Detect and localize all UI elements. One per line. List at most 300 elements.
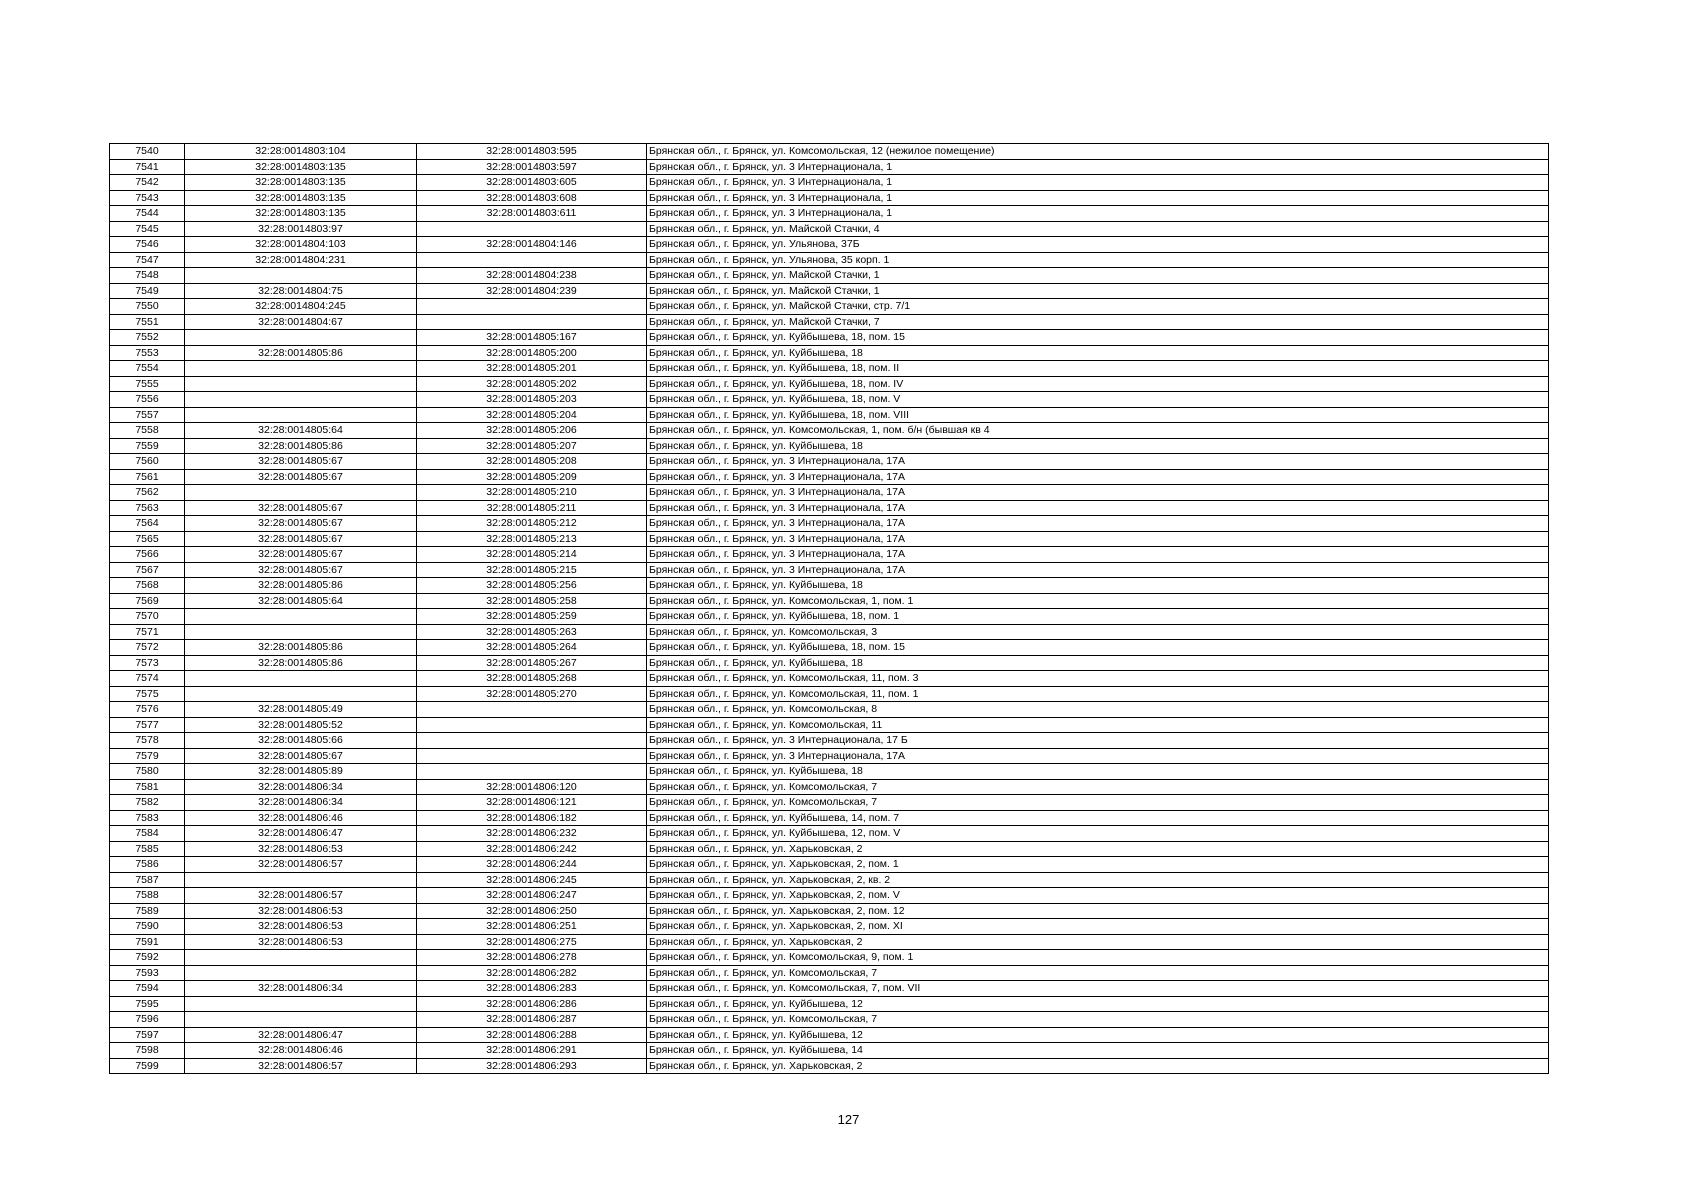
cadastral-number-cell — [417, 733, 647, 749]
address-cell: Брянская обл., г. Брянск, ул. Куйбышева, 12 — [647, 996, 1549, 1012]
cadastral-number-cell: 32:28:0014803:597 — [417, 159, 647, 175]
row-number-cell: 7577 — [110, 717, 185, 733]
address-cell: Брянская обл., г. Брянск, ул. 3 Интернационала, 17А — [647, 562, 1549, 578]
address-cell: Брянская обл., г. Брянск, ул. 3 Интернационала, 17А — [647, 485, 1549, 501]
cadastral-number-cell: 32:28:0014806:247 — [417, 888, 647, 904]
parent-cadastral-number-cell — [185, 624, 417, 640]
cadastral-number-cell: 32:28:0014806:287 — [417, 1012, 647, 1028]
row-number-cell: 7568 — [110, 578, 185, 594]
row-number-cell: 7559 — [110, 438, 185, 454]
table-row — [110, 686, 1549, 702]
row-number-cell: 7549 — [110, 283, 185, 299]
table-row — [110, 144, 1549, 160]
cadastral-number-cell — [417, 314, 647, 330]
parent-cadastral-number-cell — [185, 376, 417, 392]
parent-cadastral-number-cell: 32:28:0014803:97 — [185, 221, 417, 237]
cadastral-number-cell: 32:28:0014805:209 — [417, 469, 647, 485]
table-row — [110, 485, 1549, 501]
cadastral-number-cell — [417, 717, 647, 733]
address-cell: Брянская обл., г. Брянск, ул. Комсомольская, 7 — [647, 779, 1549, 795]
cadastral-number-cell: 32:28:0014806:283 — [417, 981, 647, 997]
address-cell: Брянская обл., г. Брянск, ул. Куйбышева, 14 — [647, 1043, 1549, 1059]
parent-cadastral-number-cell: 32:28:0014804:103 — [185, 237, 417, 253]
parent-cadastral-number-cell: 32:28:0014805:89 — [185, 764, 417, 780]
row-number-cell: 7595 — [110, 996, 185, 1012]
address-cell: Брянская обл., г. Брянск, ул. Куйбышева, 18, пом. 15 — [647, 640, 1549, 656]
row-number-cell: 7571 — [110, 624, 185, 640]
parent-cadastral-number-cell — [185, 965, 417, 981]
address-cell: Брянская обл., г. Брянск, ул. Харьковская, 2, пом. 12 — [647, 903, 1549, 919]
row-number-cell: 7541 — [110, 159, 185, 175]
row-number-cell: 7552 — [110, 330, 185, 346]
cadastral-number-cell: 32:28:0014806:242 — [417, 841, 647, 857]
table-row — [110, 283, 1549, 299]
address-cell: Брянская обл., г. Брянск, ул. Куйбышева, 18, пом. V — [647, 392, 1549, 408]
cadastral-number-cell: 32:28:0014805:200 — [417, 345, 647, 361]
parent-cadastral-number-cell: 32:28:0014805:67 — [185, 748, 417, 764]
row-number-cell: 7578 — [110, 733, 185, 749]
table-row — [110, 175, 1549, 191]
cadastral-number-cell: 32:28:0014805:202 — [417, 376, 647, 392]
address-cell: Брянская обл., г. Брянск, ул. Куйбышева, 18 — [647, 578, 1549, 594]
row-number-cell: 7540 — [110, 144, 185, 160]
table-row — [110, 159, 1549, 175]
row-number-cell: 7551 — [110, 314, 185, 330]
parent-cadastral-number-cell: 32:28:0014803:135 — [185, 159, 417, 175]
parent-cadastral-number-cell: 32:28:0014805:86 — [185, 640, 417, 656]
cadastral-number-cell: 32:28:0014805:258 — [417, 593, 647, 609]
row-number-cell: 7584 — [110, 826, 185, 842]
row-number-cell: 7583 — [110, 810, 185, 826]
address-cell: Брянская обл., г. Брянск, ул. Ульянова, 35 корп. 1 — [647, 252, 1549, 268]
cadastral-number-cell: 32:28:0014805:263 — [417, 624, 647, 640]
row-number-cell: 7597 — [110, 1027, 185, 1043]
table-row — [110, 392, 1549, 408]
cadastral-number-cell — [417, 702, 647, 718]
table-row — [110, 252, 1549, 268]
address-cell: Брянская обл., г. Брянск, ул. Харьковская, 2 — [647, 934, 1549, 950]
table-row — [110, 314, 1549, 330]
row-number-cell: 7566 — [110, 547, 185, 563]
address-cell: Брянская обл., г. Брянск, ул. Комсомольская, 8 — [647, 702, 1549, 718]
parent-cadastral-number-cell: 32:28:0014806:34 — [185, 779, 417, 795]
row-number-cell: 7599 — [110, 1058, 185, 1074]
cadastral-number-cell: 32:28:0014806:245 — [417, 872, 647, 888]
table-row — [110, 268, 1549, 284]
parent-cadastral-number-cell: 32:28:0014806:57 — [185, 1058, 417, 1074]
parent-cadastral-number-cell: 32:28:0014806:34 — [185, 795, 417, 811]
cadastral-number-cell: 32:28:0014805:204 — [417, 407, 647, 423]
parent-cadastral-number-cell: 32:28:0014805:86 — [185, 438, 417, 454]
table-row — [110, 500, 1549, 516]
table-row — [110, 934, 1549, 950]
row-number-cell: 7598 — [110, 1043, 185, 1059]
parent-cadastral-number-cell: 32:28:0014805:67 — [185, 454, 417, 470]
cadastral-number-cell: 32:28:0014805:211 — [417, 500, 647, 516]
table-row — [110, 671, 1549, 687]
parent-cadastral-number-cell: 32:28:0014806:46 — [185, 1043, 417, 1059]
table-row — [110, 702, 1549, 718]
row-number-cell: 7575 — [110, 686, 185, 702]
row-number-cell: 7569 — [110, 593, 185, 609]
table-row — [110, 779, 1549, 795]
row-number-cell: 7560 — [110, 454, 185, 470]
table-row — [110, 547, 1549, 563]
cadastral-number-cell: 32:28:0014806:288 — [417, 1027, 647, 1043]
parent-cadastral-number-cell — [185, 1012, 417, 1028]
parent-cadastral-number-cell — [185, 609, 417, 625]
row-number-cell: 7594 — [110, 981, 185, 997]
row-number-cell: 7588 — [110, 888, 185, 904]
cadastral-number-cell: 32:28:0014805:212 — [417, 516, 647, 532]
parent-cadastral-number-cell: 32:28:0014804:231 — [185, 252, 417, 268]
table-row — [110, 593, 1549, 609]
cadastral-number-cell: 32:28:0014805:213 — [417, 531, 647, 547]
cadastral-number-cell: 32:28:0014806:250 — [417, 903, 647, 919]
address-cell: Брянская обл., г. Брянск, ул. Комсомольская, 11, пом. 3 — [647, 671, 1549, 687]
table-row — [110, 330, 1549, 346]
parent-cadastral-number-cell: 32:28:0014806:53 — [185, 903, 417, 919]
table-row — [110, 299, 1549, 315]
row-number-cell: 7589 — [110, 903, 185, 919]
cadastral-number-cell: 32:28:0014805:256 — [417, 578, 647, 594]
cadastral-number-cell: 32:28:0014806:232 — [417, 826, 647, 842]
address-cell: Брянская обл., г. Брянск, ул. Майской Стачки, 1 — [647, 268, 1549, 284]
address-cell: Брянская обл., г. Брянск, ул. Харьковская, 2, пом. XI — [647, 919, 1549, 935]
table-row — [110, 376, 1549, 392]
cadastral-number-cell: 32:28:0014805:267 — [417, 655, 647, 671]
parent-cadastral-number-cell: 32:28:0014805:52 — [185, 717, 417, 733]
address-cell: Брянская обл., г. Брянск, ул. Куйбышева, 18, пом. IV — [647, 376, 1549, 392]
parent-cadastral-number-cell: 32:28:0014805:86 — [185, 578, 417, 594]
address-cell: Брянская обл., г. Брянск, ул. Комсомольская, 7 — [647, 795, 1549, 811]
cadastral-number-cell: 32:28:0014804:146 — [417, 237, 647, 253]
row-number-cell: 7542 — [110, 175, 185, 191]
page-number: 127 — [837, 1112, 860, 1127]
cadastral-number-cell: 32:28:0014803:611 — [417, 206, 647, 222]
row-number-cell: 7582 — [110, 795, 185, 811]
row-number-cell: 7544 — [110, 206, 185, 222]
table-row — [110, 237, 1549, 253]
table-row — [110, 826, 1549, 842]
address-cell: Брянская обл., г. Брянск, ул. Куйбышева, 18, пом. 1 — [647, 609, 1549, 625]
cadastral-number-cell: 32:28:0014805:210 — [417, 485, 647, 501]
address-cell: Брянская обл., г. Брянск, ул. Харьковская, 2, пом. 1 — [647, 857, 1549, 873]
parent-cadastral-number-cell: 32:28:0014803:135 — [185, 175, 417, 191]
row-number-cell: 7561 — [110, 469, 185, 485]
parent-cadastral-number-cell — [185, 996, 417, 1012]
address-cell: Брянская обл., г. Брянск, ул. Харьковская, 2, пом. V — [647, 888, 1549, 904]
table-row — [110, 655, 1549, 671]
parent-cadastral-number-cell — [185, 330, 417, 346]
cadastral-number-cell: 32:28:0014806:121 — [417, 795, 647, 811]
cadastral-number-cell: 32:28:0014805:214 — [417, 547, 647, 563]
parent-cadastral-number-cell — [185, 872, 417, 888]
cadastral-number-cell: 32:28:0014806:120 — [417, 779, 647, 795]
table-row — [110, 407, 1549, 423]
parent-cadastral-number-cell: 32:28:0014805:64 — [185, 423, 417, 439]
cadastral-number-cell: 32:28:0014806:275 — [417, 934, 647, 950]
address-cell: Брянская обл., г. Брянск, ул. 3 Интернационала, 17А — [647, 469, 1549, 485]
row-number-cell: 7556 — [110, 392, 185, 408]
parent-cadastral-number-cell — [185, 361, 417, 377]
address-cell: Брянская обл., г. Брянск, ул. Куйбышева, 12 — [647, 1027, 1549, 1043]
row-number-cell: 7562 — [110, 485, 185, 501]
address-cell: Брянская обл., г. Брянск, ул. Ульянова, 37Б — [647, 237, 1549, 253]
parent-cadastral-number-cell: 32:28:0014805:67 — [185, 469, 417, 485]
table-row — [110, 562, 1549, 578]
address-cell: Брянская обл., г. Брянск, ул. 3 Интернационала, 17А — [647, 531, 1549, 547]
row-number-cell: 7587 — [110, 872, 185, 888]
address-cell: Брянская обл., г. Брянск, ул. Комсомольская, 3 — [647, 624, 1549, 640]
address-cell: Брянская обл., г. Брянск, ул. 3 Интернационала, 1 — [647, 190, 1549, 206]
table-row — [110, 1058, 1549, 1074]
row-number-cell: 7546 — [110, 237, 185, 253]
parent-cadastral-number-cell: 32:28:0014803:135 — [185, 206, 417, 222]
address-cell: Брянская обл., г. Брянск, ул. Куйбышева, 18 — [647, 438, 1549, 454]
parent-cadastral-number-cell: 32:28:0014806:34 — [185, 981, 417, 997]
address-cell: Брянская обл., г. Брянск, ул. Комсомольская, 7, пом. VII — [647, 981, 1549, 997]
parent-cadastral-number-cell: 32:28:0014804:67 — [185, 314, 417, 330]
address-cell: Брянская обл., г. Брянск, ул. Комсомольская, 1, пом. б/н (бывшая кв 4 — [647, 423, 1549, 439]
parent-cadastral-number-cell: 32:28:0014805:67 — [185, 500, 417, 516]
cadastral-number-cell: 32:28:0014806:293 — [417, 1058, 647, 1074]
cadastral-number-cell: 32:28:0014804:238 — [417, 268, 647, 284]
table-row — [110, 469, 1549, 485]
row-number-cell: 7558 — [110, 423, 185, 439]
cadastral-number-cell: 32:28:0014805:264 — [417, 640, 647, 656]
parent-cadastral-number-cell: 32:28:0014806:57 — [185, 857, 417, 873]
parent-cadastral-number-cell: 32:28:0014805:86 — [185, 655, 417, 671]
address-cell: Брянская обл., г. Брянск, ул. 3 Интернационала, 1 — [647, 206, 1549, 222]
table-row — [110, 903, 1549, 919]
table-row — [110, 345, 1549, 361]
parent-cadastral-number-cell — [185, 686, 417, 702]
cadastral-number-cell: 32:28:0014806:244 — [417, 857, 647, 873]
parent-cadastral-number-cell — [185, 485, 417, 501]
table-row — [110, 981, 1549, 997]
cadastral-number-cell — [417, 748, 647, 764]
table-row — [110, 733, 1549, 749]
table-row — [110, 810, 1549, 826]
address-cell: Брянская обл., г. Брянск, ул. Комсомольская, 7 — [647, 965, 1549, 981]
parent-cadastral-number-cell: 32:28:0014804:245 — [185, 299, 417, 315]
table-row — [110, 578, 1549, 594]
address-cell: Брянская обл., г. Брянск, ул. Комсомольская, 7 — [647, 1012, 1549, 1028]
table-body — [110, 144, 1549, 1074]
address-cell: Брянская обл., г. Брянск, ул. Куйбышева, 18, пом. VIII — [647, 407, 1549, 423]
parent-cadastral-number-cell: 32:28:0014805:86 — [185, 345, 417, 361]
address-cell: Брянская обл., г. Брянск, ул. Куйбышева, 18, пом. 15 — [647, 330, 1549, 346]
table-row — [110, 1027, 1549, 1043]
address-cell: Брянская обл., г. Брянск, ул. Майской Стачки, стр. 7/1 — [647, 299, 1549, 315]
table-row — [110, 919, 1549, 935]
table-row — [110, 516, 1549, 532]
cadastral-number-cell: 32:28:0014806:291 — [417, 1043, 647, 1059]
cadastral-number-cell: 32:28:0014803:595 — [417, 144, 647, 160]
row-number-cell: 7554 — [110, 361, 185, 377]
table-row — [110, 531, 1549, 547]
row-number-cell: 7590 — [110, 919, 185, 935]
cadastral-number-cell: 32:28:0014805:201 — [417, 361, 647, 377]
row-number-cell: 7593 — [110, 965, 185, 981]
parent-cadastral-number-cell: 32:28:0014804:75 — [185, 283, 417, 299]
row-number-cell: 7557 — [110, 407, 185, 423]
parent-cadastral-number-cell: 32:28:0014806:53 — [185, 934, 417, 950]
cadastral-number-cell: 32:28:0014803:608 — [417, 190, 647, 206]
cadastral-number-cell: 32:28:0014803:605 — [417, 175, 647, 191]
table-row — [110, 888, 1549, 904]
table-row — [110, 454, 1549, 470]
parent-cadastral-number-cell: 32:28:0014806:47 — [185, 1027, 417, 1043]
cadastral-number-cell: 32:28:0014804:239 — [417, 283, 647, 299]
parent-cadastral-number-cell — [185, 407, 417, 423]
parent-cadastral-number-cell: 32:28:0014805:64 — [185, 593, 417, 609]
address-cell: Брянская обл., г. Брянск, ул. 3 Интернационала, 17А — [647, 500, 1549, 516]
parent-cadastral-number-cell: 32:28:0014806:46 — [185, 810, 417, 826]
address-cell: Брянская обл., г. Брянск, ул. Майской Стачки, 7 — [647, 314, 1549, 330]
address-cell: Брянская обл., г. Брянск, ул. Комсомольская, 9, пом. 1 — [647, 950, 1549, 966]
cadastral-number-cell — [417, 221, 647, 237]
table-row — [110, 857, 1549, 873]
parent-cadastral-number-cell — [185, 671, 417, 687]
cadastral-number-cell — [417, 764, 647, 780]
parent-cadastral-number-cell: 32:28:0014806:53 — [185, 919, 417, 935]
table-row — [110, 438, 1549, 454]
parent-cadastral-number-cell: 32:28:0014806:47 — [185, 826, 417, 842]
address-cell: Брянская обл., г. Брянск, ул. 3 Интернационала, 1 — [647, 175, 1549, 191]
cadastral-table — [109, 143, 1549, 1074]
cadastral-number-cell: 32:28:0014805:167 — [417, 330, 647, 346]
cadastral-number-cell: 32:28:0014805:206 — [417, 423, 647, 439]
cadastral-number-cell: 32:28:0014805:203 — [417, 392, 647, 408]
parent-cadastral-number-cell: 32:28:0014805:67 — [185, 531, 417, 547]
row-number-cell: 7543 — [110, 190, 185, 206]
address-cell: Брянская обл., г. Брянск, ул. Майской Стачки, 1 — [647, 283, 1549, 299]
table-row — [110, 872, 1549, 888]
row-number-cell: 7567 — [110, 562, 185, 578]
table-row — [110, 640, 1549, 656]
cadastral-number-cell: 32:28:0014805:268 — [417, 671, 647, 687]
row-number-cell: 7596 — [110, 1012, 185, 1028]
row-number-cell: 7564 — [110, 516, 185, 532]
parent-cadastral-number-cell: 32:28:0014805:67 — [185, 516, 417, 532]
address-cell: Брянская обл., г. Брянск, ул. Куйбышева, 18 — [647, 345, 1549, 361]
parent-cadastral-number-cell: 32:28:0014805:67 — [185, 547, 417, 563]
parent-cadastral-number-cell: 32:28:0014806:53 — [185, 841, 417, 857]
address-cell: Брянская обл., г. Брянск, ул. Комсомольская, 12 (нежилое помещение) — [647, 144, 1549, 160]
table-row — [110, 764, 1549, 780]
address-cell: Брянская обл., г. Брянск, ул. Харьковская, 2, кв. 2 — [647, 872, 1549, 888]
parent-cadastral-number-cell: 32:28:0014805:67 — [185, 562, 417, 578]
cadastral-number-cell — [417, 252, 647, 268]
cadastral-number-cell: 32:28:0014805:259 — [417, 609, 647, 625]
row-number-cell: 7592 — [110, 950, 185, 966]
table-row — [110, 361, 1549, 377]
row-number-cell: 7570 — [110, 609, 185, 625]
address-cell: Брянская обл., г. Брянск, ул. Комсомольская, 11, пом. 1 — [647, 686, 1549, 702]
address-cell: Брянская обл., г. Брянск, ул. Куйбышева, 12, пом. V — [647, 826, 1549, 842]
row-number-cell: 7547 — [110, 252, 185, 268]
parent-cadastral-number-cell — [185, 268, 417, 284]
address-cell: Брянская обл., г. Брянск, ул. Куйбышева, 18 — [647, 655, 1549, 671]
cadastral-number-cell: 32:28:0014805:270 — [417, 686, 647, 702]
row-number-cell: 7553 — [110, 345, 185, 361]
table-row — [110, 609, 1549, 625]
table-row — [110, 748, 1549, 764]
row-number-cell: 7572 — [110, 640, 185, 656]
address-cell: Брянская обл., г. Брянск, ул. Куйбышева, 18, пом. II — [647, 361, 1549, 377]
row-number-cell: 7565 — [110, 531, 185, 547]
address-cell: Брянская обл., г. Брянск, ул. Куйбышева, 18 — [647, 764, 1549, 780]
parent-cadastral-number-cell — [185, 392, 417, 408]
parent-cadastral-number-cell: 32:28:0014803:135 — [185, 190, 417, 206]
address-cell: Брянская обл., г. Брянск, ул. 3 Интернационала, 17А — [647, 748, 1549, 764]
address-cell: Брянская обл., г. Брянск, ул. Комсомольская, 1, пом. 1 — [647, 593, 1549, 609]
table-row — [110, 795, 1549, 811]
cadastral-number-cell: 32:28:0014806:278 — [417, 950, 647, 966]
row-number-cell: 7581 — [110, 779, 185, 795]
row-number-cell: 7563 — [110, 500, 185, 516]
row-number-cell: 7574 — [110, 671, 185, 687]
cadastral-number-cell: 32:28:0014806:282 — [417, 965, 647, 981]
parent-cadastral-number-cell: 32:28:0014803:104 — [185, 144, 417, 160]
address-cell: Брянская обл., г. Брянск, ул. 3 Интернационала, 17А — [647, 454, 1549, 470]
cadastral-number-cell: 32:28:0014806:286 — [417, 996, 647, 1012]
address-cell: Брянская обл., г. Брянск, ул. Куйбышева, 14, пом. 7 — [647, 810, 1549, 826]
row-number-cell: 7591 — [110, 934, 185, 950]
address-cell: Брянская обл., г. Брянск, ул. Харьковская, 2 — [647, 841, 1549, 857]
cadastral-number-cell — [417, 299, 647, 315]
address-cell: Брянская обл., г. Брянск, ул. 3 Интернационала, 1 — [647, 159, 1549, 175]
parent-cadastral-number-cell — [185, 950, 417, 966]
address-cell: Брянская обл., г. Брянск, ул. Харьковская, 2 — [647, 1058, 1549, 1074]
table-row — [110, 996, 1549, 1012]
row-number-cell: 7545 — [110, 221, 185, 237]
address-cell: Брянская обл., г. Брянск, ул. Комсомольская, 11 — [647, 717, 1549, 733]
table-row — [110, 965, 1549, 981]
cadastral-number-cell: 32:28:0014805:208 — [417, 454, 647, 470]
row-number-cell: 7555 — [110, 376, 185, 392]
parent-cadastral-number-cell: 32:28:0014805:66 — [185, 733, 417, 749]
table-row — [110, 190, 1549, 206]
address-cell: Брянская обл., г. Брянск, ул. 3 Интернационала, 17А — [647, 516, 1549, 532]
parent-cadastral-number-cell: 32:28:0014806:57 — [185, 888, 417, 904]
address-cell: Брянская обл., г. Брянск, ул. Майской Стачки, 4 — [647, 221, 1549, 237]
row-number-cell: 7548 — [110, 268, 185, 284]
table-row — [110, 841, 1549, 857]
cadastral-number-cell: 32:28:0014806:182 — [417, 810, 647, 826]
row-number-cell: 7585 — [110, 841, 185, 857]
row-number-cell: 7550 — [110, 299, 185, 315]
row-number-cell: 7573 — [110, 655, 185, 671]
address-cell: Брянская обл., г. Брянск, ул. 3 Интернационала, 17А — [647, 547, 1549, 563]
table-row — [110, 950, 1549, 966]
row-number-cell: 7579 — [110, 748, 185, 764]
row-number-cell: 7576 — [110, 702, 185, 718]
table-row — [110, 1043, 1549, 1059]
cadastral-number-cell: 32:28:0014805:207 — [417, 438, 647, 454]
table-row — [110, 1012, 1549, 1028]
row-number-cell: 7580 — [110, 764, 185, 780]
table-row — [110, 423, 1549, 439]
table-row — [110, 221, 1549, 237]
table-row — [110, 624, 1549, 640]
parent-cadastral-number-cell: 32:28:0014805:49 — [185, 702, 417, 718]
table-row — [110, 206, 1549, 222]
table-row — [110, 717, 1549, 733]
cadastral-number-cell: 32:28:0014806:251 — [417, 919, 647, 935]
